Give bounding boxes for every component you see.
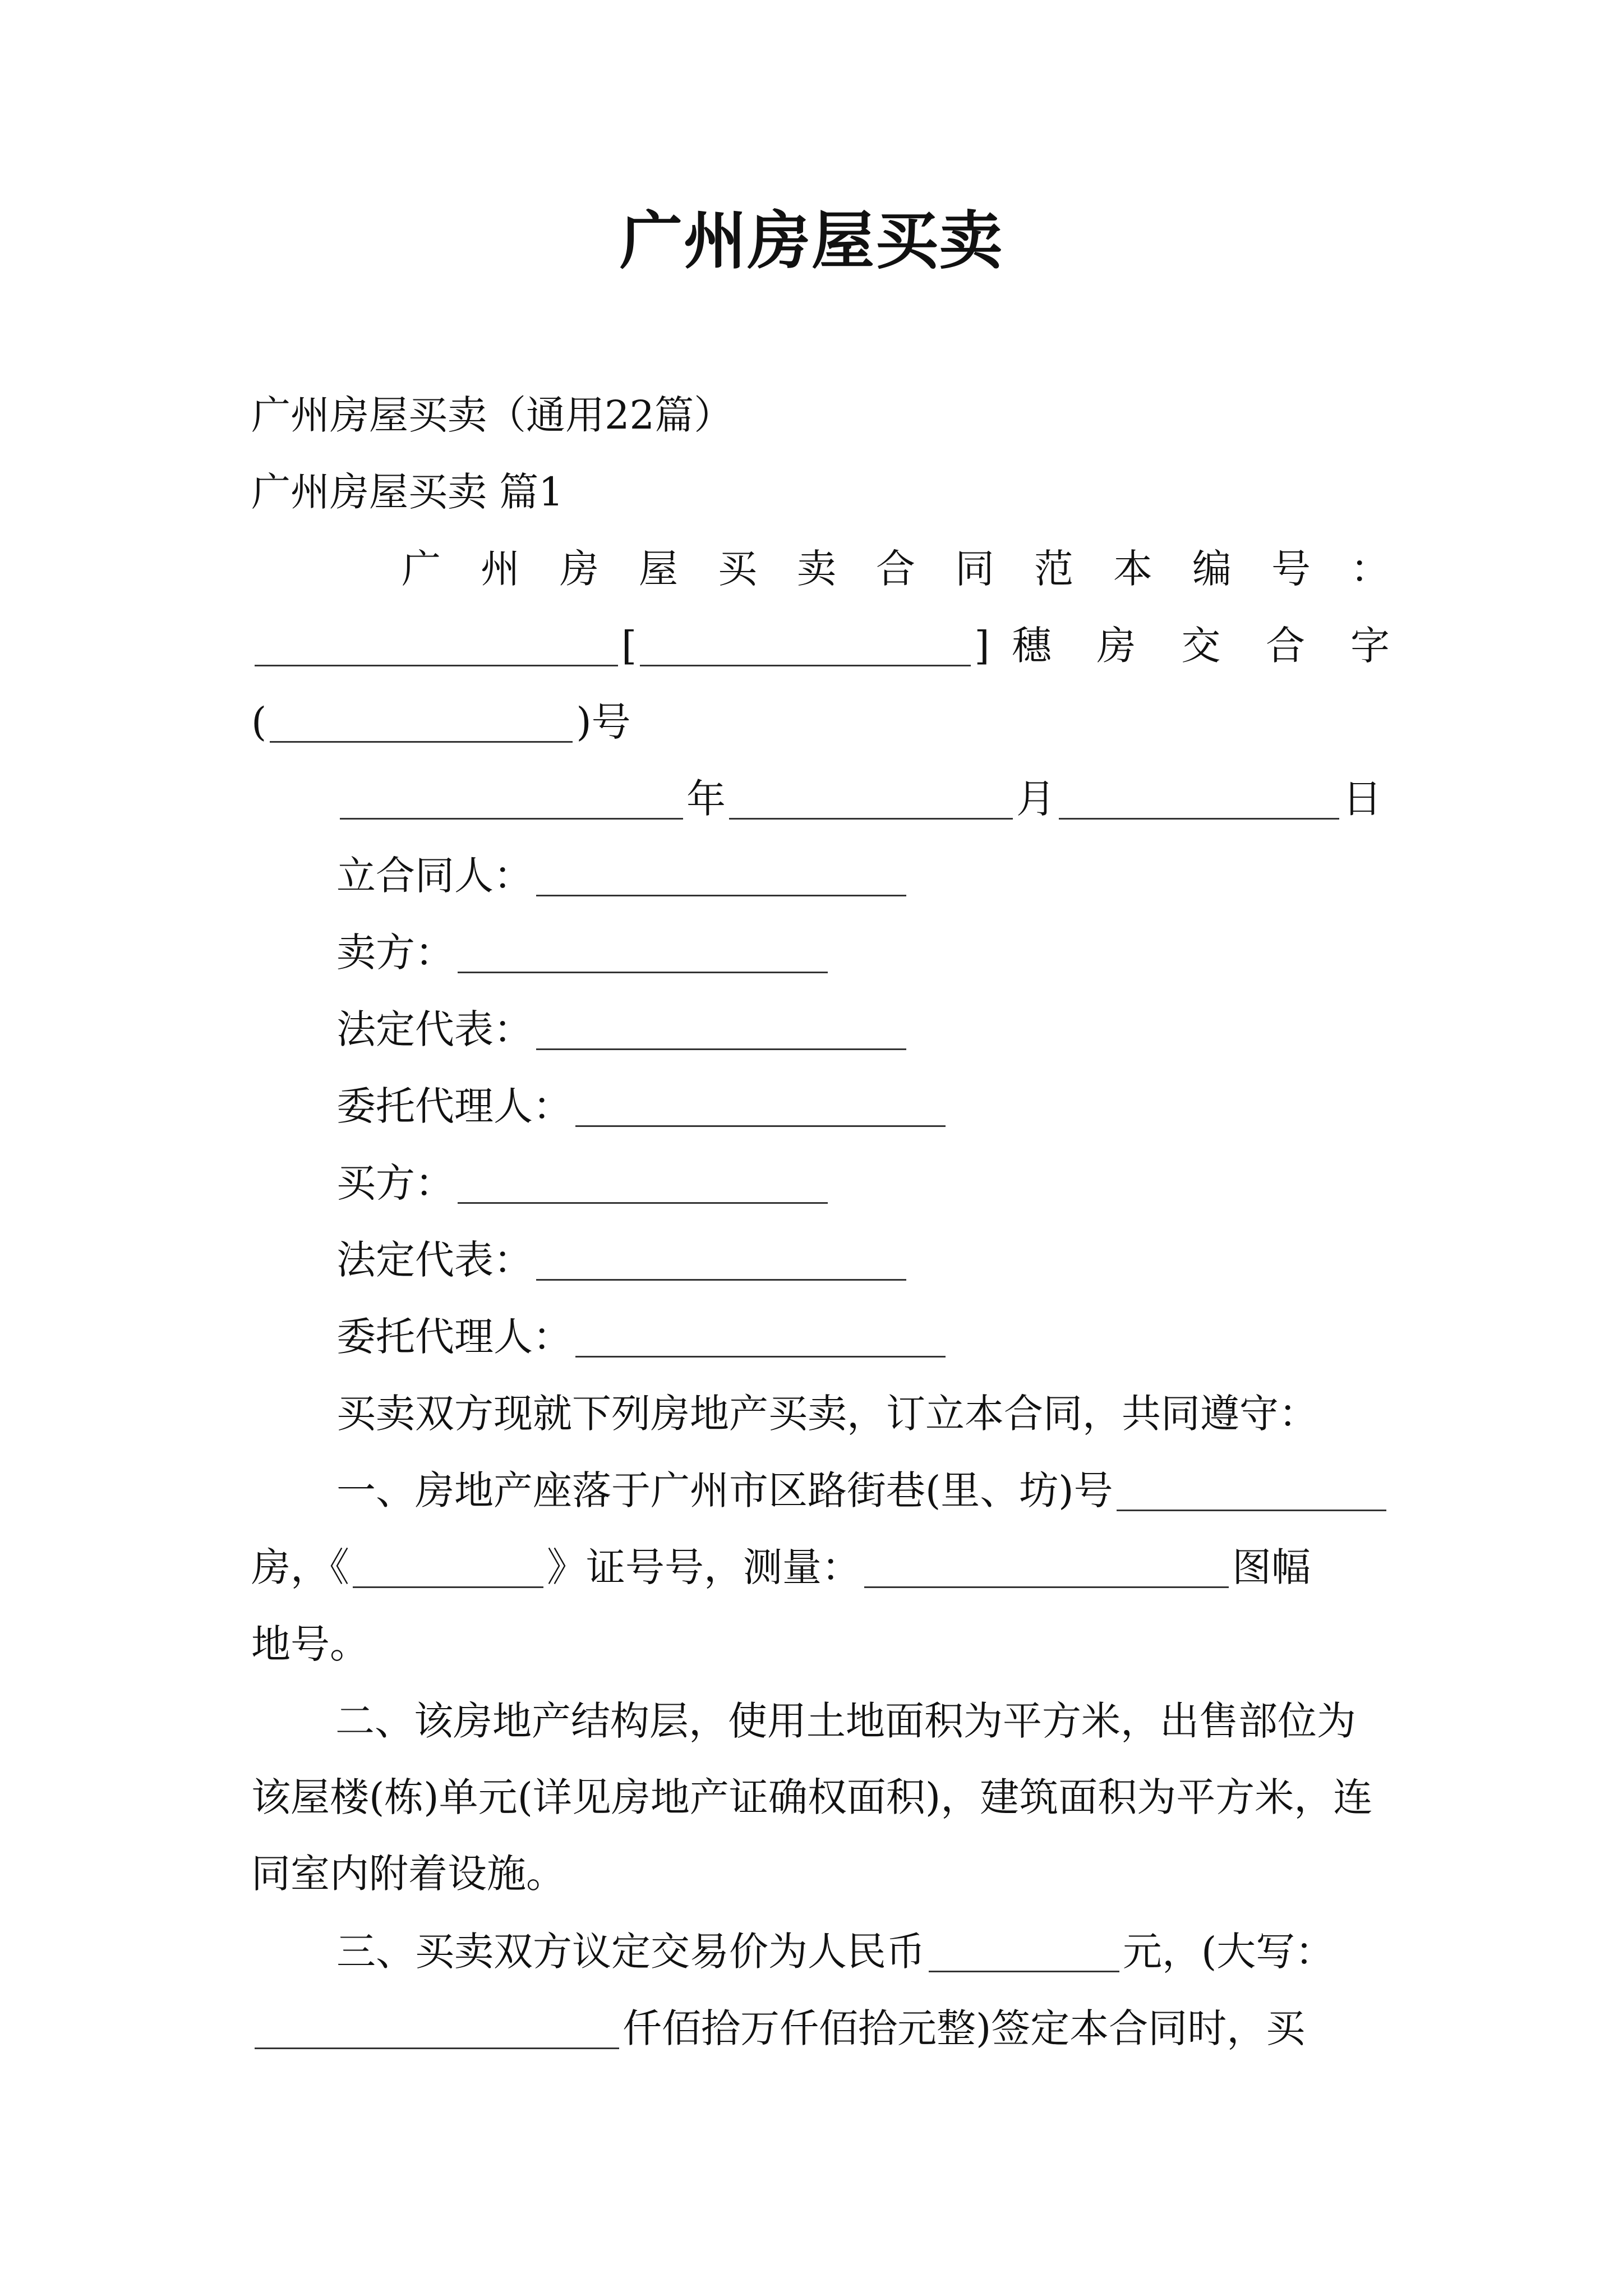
- clause-1-text-c: 》证号号，测量：: [547, 1544, 861, 1590]
- field-blank[interactable]: [536, 1240, 906, 1281]
- field-blank[interactable]: [575, 1317, 946, 1358]
- sui-fang-char: 交: [1181, 623, 1221, 669]
- contract-number-suffix: [251, 694, 1390, 750]
- clause-3-text-a: 三、买卖双方议定交易价为人民币: [336, 1929, 925, 1975]
- sui-fang-char: 穗: [1012, 623, 1052, 669]
- field-blank[interactable]: [458, 932, 828, 973]
- bracket-close: ]: [974, 623, 990, 669]
- contract-label-char: 屋: [639, 546, 678, 592]
- field-row: [336, 1155, 1475, 1211]
- month-label: 月: [1016, 776, 1055, 822]
- field-blank[interactable]: [575, 1086, 946, 1127]
- clause-1-line-2: [251, 1539, 1390, 1595]
- price-blank[interactable]: [929, 1931, 1119, 1972]
- field-row: [336, 848, 1475, 904]
- contract-number-label: [402, 541, 1390, 597]
- sui-fang-char: 房: [1096, 623, 1136, 669]
- field-row: [336, 1001, 1475, 1057]
- contract-label-char: 编: [1192, 546, 1232, 592]
- field-row: [336, 1309, 1475, 1365]
- field-label: 委托代理人：: [336, 1314, 572, 1360]
- clause-1-text-e: 地号。: [251, 1621, 369, 1667]
- year-label: 年: [686, 776, 726, 822]
- field-label: 卖方：: [336, 930, 454, 976]
- clause-1-text-d: 图幅: [1232, 1544, 1311, 1590]
- contract-label-char: 同: [955, 546, 994, 592]
- hao-label: 号: [591, 699, 631, 745]
- price-words-blank[interactable]: [255, 2008, 619, 2049]
- field-blank[interactable]: [458, 1163, 828, 1204]
- field-row: [336, 924, 1475, 981]
- contract-number-blank-2[interactable]: [640, 625, 971, 666]
- contract-label-char: 范: [1034, 546, 1073, 592]
- contract-number-blank-3[interactable]: [270, 702, 573, 743]
- intro-line: [336, 1386, 1390, 1442]
- sui-fang-label: [1012, 618, 1390, 674]
- clause-3-text-b: 元，(大写：: [1123, 1929, 1335, 1975]
- paren-close: ): [576, 699, 592, 745]
- clause-3-text-c: 仟佰拾万仟佰拾元整)签定本合同时，买: [623, 2005, 1306, 2051]
- contract-label-char: 合: [876, 546, 915, 592]
- contract-label-char: 卖: [797, 546, 836, 592]
- day-label: 日: [1343, 776, 1382, 822]
- clause-1-line-1: [336, 1462, 1390, 1519]
- field-label: 法定代表：: [336, 1006, 533, 1052]
- clause-1-text-a: 一、房地产座落于广州市区路街巷(里、坊)号: [336, 1467, 1113, 1513]
- field-row: [336, 1078, 1475, 1134]
- contract-label-char: 州: [481, 546, 520, 592]
- year-blank[interactable]: [340, 779, 683, 820]
- contract-label-char: 房: [560, 546, 599, 592]
- paren-open: (: [251, 699, 267, 745]
- field-label: 买方：: [336, 1160, 454, 1206]
- contract-label-char: 本: [1113, 546, 1152, 592]
- contract-label-char: ：: [1350, 546, 1390, 592]
- date-row: [336, 771, 1390, 827]
- field-label: 委托代理人：: [336, 1083, 572, 1129]
- clause-2: 二、该房地产结构层，使用土地面积为平方米，出售部位为该屋楼(栋)单元(详见房地产证确权面积)，建筑面积为平方米，连同室内附着设施。: [251, 1698, 1373, 1897]
- contract-label-char: 买: [718, 546, 757, 592]
- field-row: [336, 1232, 1475, 1288]
- field-blank[interactable]: [536, 1009, 906, 1050]
- section-text: 广州房屋买卖 篇1: [251, 469, 564, 515]
- sui-fang-char: 合: [1266, 623, 1306, 669]
- intro-text: 买卖双方现就下列房地产买卖，订立本合同，共同遵守：: [336, 1391, 1318, 1437]
- contract-label-char: 号: [1271, 546, 1311, 592]
- doc-subtitle: [251, 387, 1390, 443]
- certificate-blank[interactable]: [353, 1547, 543, 1588]
- contract-label-char: 广: [402, 546, 441, 592]
- sui-fang-char: 字: [1350, 623, 1390, 669]
- section-heading: [251, 464, 1390, 520]
- clause-1-blank-1[interactable]: [1117, 1470, 1386, 1511]
- day-blank[interactable]: [1059, 779, 1339, 820]
- field-label: 法定代表：: [336, 1237, 533, 1283]
- contract-number-blank-1[interactable]: [255, 625, 618, 666]
- survey-blank[interactable]: [864, 1547, 1229, 1588]
- clause-3-line-2: [251, 2000, 1390, 2056]
- month-blank[interactable]: [729, 779, 1013, 820]
- field-label: 立合同人：: [336, 853, 533, 899]
- contract-number-row: [251, 618, 1390, 674]
- field-blank[interactable]: [536, 855, 906, 896]
- clause-1-line-3: [251, 1616, 1390, 1672]
- bracket-open: [: [621, 623, 637, 669]
- clause-3-line-1: [336, 1924, 1390, 1980]
- clause-1-text-b: 房，《: [251, 1544, 349, 1590]
- page-title: 广州房屋买卖: [620, 205, 1003, 278]
- subtitle-text: 广州房屋买卖（通用22篇）: [251, 392, 734, 438]
